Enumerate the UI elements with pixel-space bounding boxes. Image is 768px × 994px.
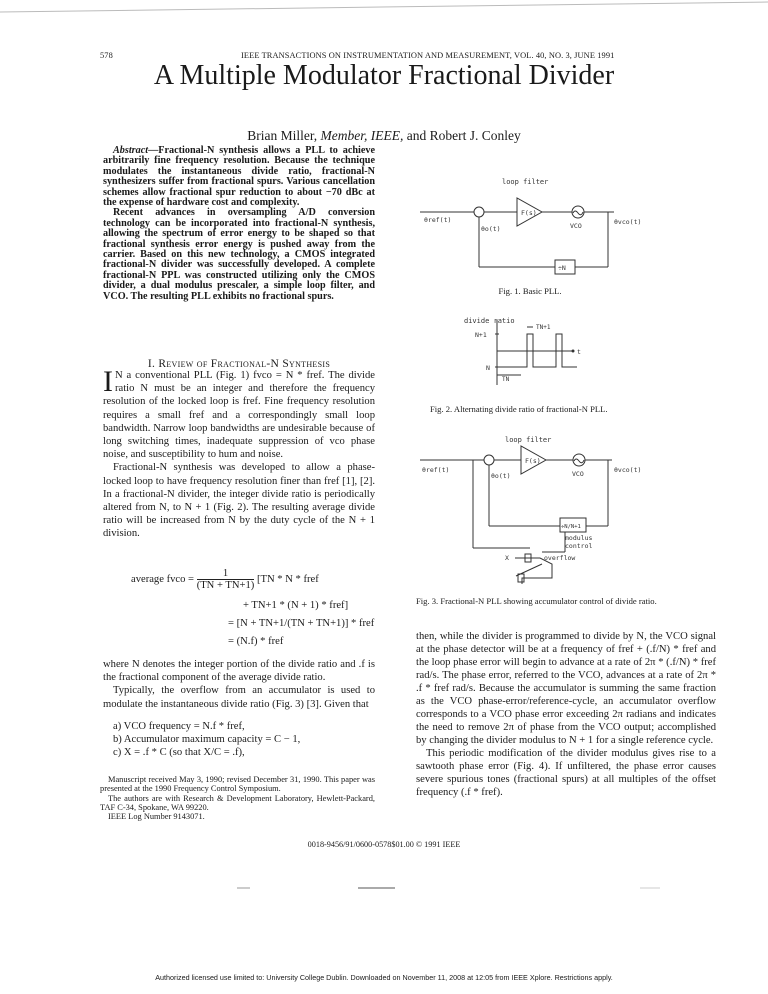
author-2: Robert J. Conley (429, 128, 521, 143)
svg-text:overflow: overflow (544, 554, 576, 562)
abstract (103, 146, 375, 302)
list-item: c) X = .f * C (so that X/C = .f), (113, 747, 245, 758)
svg-text:TN+1: TN+1 (536, 324, 551, 331)
right-p2: This periodic modification of the divider modulus gives rise to a sawtooth phase error (Fig. 4). If unfiltered, the phase error causes severe spurious tones (fractional spurs) at all multiples of the offset frequency (.f * fref). (416, 748, 716, 798)
eq-line2: + TN+1 * (N + 1) * fref] (243, 600, 349, 611)
svg-text:X: X (505, 554, 509, 562)
svg-text:θref(t): θref(t) (424, 216, 452, 224)
figure-1-diagram (420, 172, 640, 282)
scan-edge-line (0, 0, 768, 14)
drop-cap: I (103, 365, 113, 398)
intro-p2: Fractional-N synthesis was developed to allow a phase-locked loop to have frequency resolution finer than fref [1], [2]. In a fractional-N divider, the integer divide ratio is periodically altered from N, to N + 1 (Fig. 2). The resulting average divide ratio will be increased from N by the duty cycle of the N + 1 division. (103, 462, 375, 540)
fig2-ylabel: divide ratio (464, 317, 515, 325)
scan-marks (0, 885, 768, 895)
right-column-text (416, 630, 716, 799)
svg-text:VCO: VCO (570, 222, 582, 230)
svg-text:÷N/N+1: ÷N/N+1 (561, 524, 581, 530)
page-number: 578 (100, 51, 113, 60)
svg-text:F(s): F(s) (521, 209, 537, 217)
svg-text:modulus: modulus (565, 534, 593, 542)
svg-text:θvco(t): θvco(t) (614, 466, 642, 474)
figure-3-diagram (420, 436, 642, 562)
list-item: a) VCO frequency = N.f * fref, (113, 721, 245, 732)
svg-text:loop filter: loop filter (505, 436, 552, 444)
conditions-list (113, 720, 375, 759)
intro-text-2 (103, 658, 375, 711)
figure-2-diagram (462, 315, 612, 395)
svg-text:÷N: ÷N (558, 264, 566, 272)
svg-text:t: t (577, 348, 581, 356)
eq-fraction: $\frac{1}{(TN + TN+1)}$ (196, 568, 255, 591)
running-head: IEEE TRANSACTIONS ON INSTRUMENTATION AND MEASUREMENT, VOL. 40, NO. 3, JUNE 1991 (241, 51, 615, 60)
svg-text:θref(t): θref(t) (422, 466, 450, 474)
list-item: b) Accumulator maximum capacity = C − 1, (113, 734, 301, 745)
eq-line1: [TN * N * fref (257, 573, 319, 585)
figure-2-caption: Fig. 2. Alternating divide ratio of fractional-N PLL. (430, 404, 608, 414)
intro-p3: where N denotes the integer portion of the divide ratio and .f is the fractional component of the average divide ratio. (103, 659, 375, 684)
intro-p4: Typically, the overflow from an accumulator is used to modulate the instantaneous divide ratio (Fig. 3) [3]. Given that (103, 685, 375, 710)
eq-lhs: average fvco = (131, 573, 195, 585)
author-1: Brian Miller, (247, 128, 318, 143)
accumulator-icon (512, 556, 572, 586)
eq-line3: = [N + TN+1/(TN + TN+1)] * fref (228, 618, 375, 629)
svg-text:N: N (486, 364, 490, 372)
svg-text:control: control (565, 542, 593, 550)
figure-1-caption: Fig. 1. Basic PLL. (498, 286, 562, 296)
author-line (0, 128, 768, 144)
eq-line4: = (N.f) * fref (228, 636, 284, 647)
paper-title: A Multiple Modulator Fractional Divider (153, 60, 615, 91)
abstract-p1: —Fractional-N synthesis allows a PLL to achieve arbitrarily fine frequency resolution. Because the technique modulates the instantaneous divide ratio, fractional-N synthesizers suffer from fractional spurs. Various cancellation schemes allow fractional spur reduction to about −70 dBc at the expense of hardware cost and complexity. (103, 145, 375, 209)
intro-text (103, 365, 375, 541)
svg-text:F(s): F(s) (525, 457, 541, 465)
svg-text:θo(t): θo(t) (491, 472, 511, 480)
equation-block (103, 560, 375, 650)
svg-text:θo(t): θo(t) (481, 225, 501, 233)
copyright-line: 0018-9456/91/0600-0578$01.00 © 1991 IEEE (307, 840, 461, 849)
footnote: Manuscript received May 3, 1990; revised December 31, 1990. This paper was presented at the 1990 Frequency Control Symposium. The authors are with Research & Development Laboratory, Hewlett-Packard, TAF C-34, Spokane, WA 99220. IEEE Log Number 9143071. (100, 775, 375, 822)
right-p1: then, while the divider is programmed to divide by N, the VCO signal at the phase detector will be at a frequency of fref + (.f/N) * fref and the loop phase error will begin to advance at a rate of 2π * (.f/N) * fref rad/s. The phase error, referred to the VCO, advances at a rate of 2π * .f * fref rad/s. Because the accumulator is summing the same fraction as the VCO phase-error/reference-cycle, an accumulator overflow corresponds to a VCO phase error exceeding 2π radians and indicates the need to remove 2π of phase from the VCO output; accomplished by changing the divider modulus to N + 1 for a single reference cycle. (416, 631, 716, 746)
figure-3-caption: Fig. 3. Fractional-N PLL showing accumulator control of divide ratio. (416, 596, 657, 606)
fig1-loop-filter-label: loop filter (502, 178, 549, 186)
abstract-label: Abstract (113, 145, 149, 156)
author-1-role: Member, IEEE, (320, 128, 404, 143)
svg-text:N+1: N+1 (475, 331, 487, 339)
svg-text:θvco(t): θvco(t) (614, 218, 642, 226)
abstract-p2: Recent advances in oversampling A/D conversion technology can be incorporated into fractional-N synthesis, allowing the spectrum of error energy to be shaped so that fractional synthesis error energy is pushed away from the carrier. Based on this new technology, a CMOS integrated fractional-N divider was successfully developed. A complete fractional-N PPL was constructed utilizing only the CMOS divider, a dual modulus prescaler, a simple loop filter, and VCO. The resulting PLL exhibits no fractional spurs. (103, 207, 375, 302)
authorized-use-notice: Authorized licensed use limited to: University College Dublin. Downloaded on November 11, 2008 at 12:05 from IEEE Xplore. Restrictions apply. (155, 973, 613, 982)
svg-text:VCO: VCO (572, 470, 584, 478)
intro-p1: N a conventional PLL (Fig. 1) fvco = N * fref. The divide ratio N must be an integer and therefore the frequency resolution of the locked loop is fref. Fine frequency resolution requires a small fref and a correspondingly small loop bandwidth. Narrow loop bandwidths are undesirable because of long switching times, inadequate suppression of vco phase noise, and susceptibility to hum and noise. (103, 370, 375, 461)
author-conj: and (406, 128, 427, 143)
section-heading: I. Review of Fractional-N Synthesis (147, 358, 331, 370)
svg-text:TN: TN (502, 376, 510, 383)
